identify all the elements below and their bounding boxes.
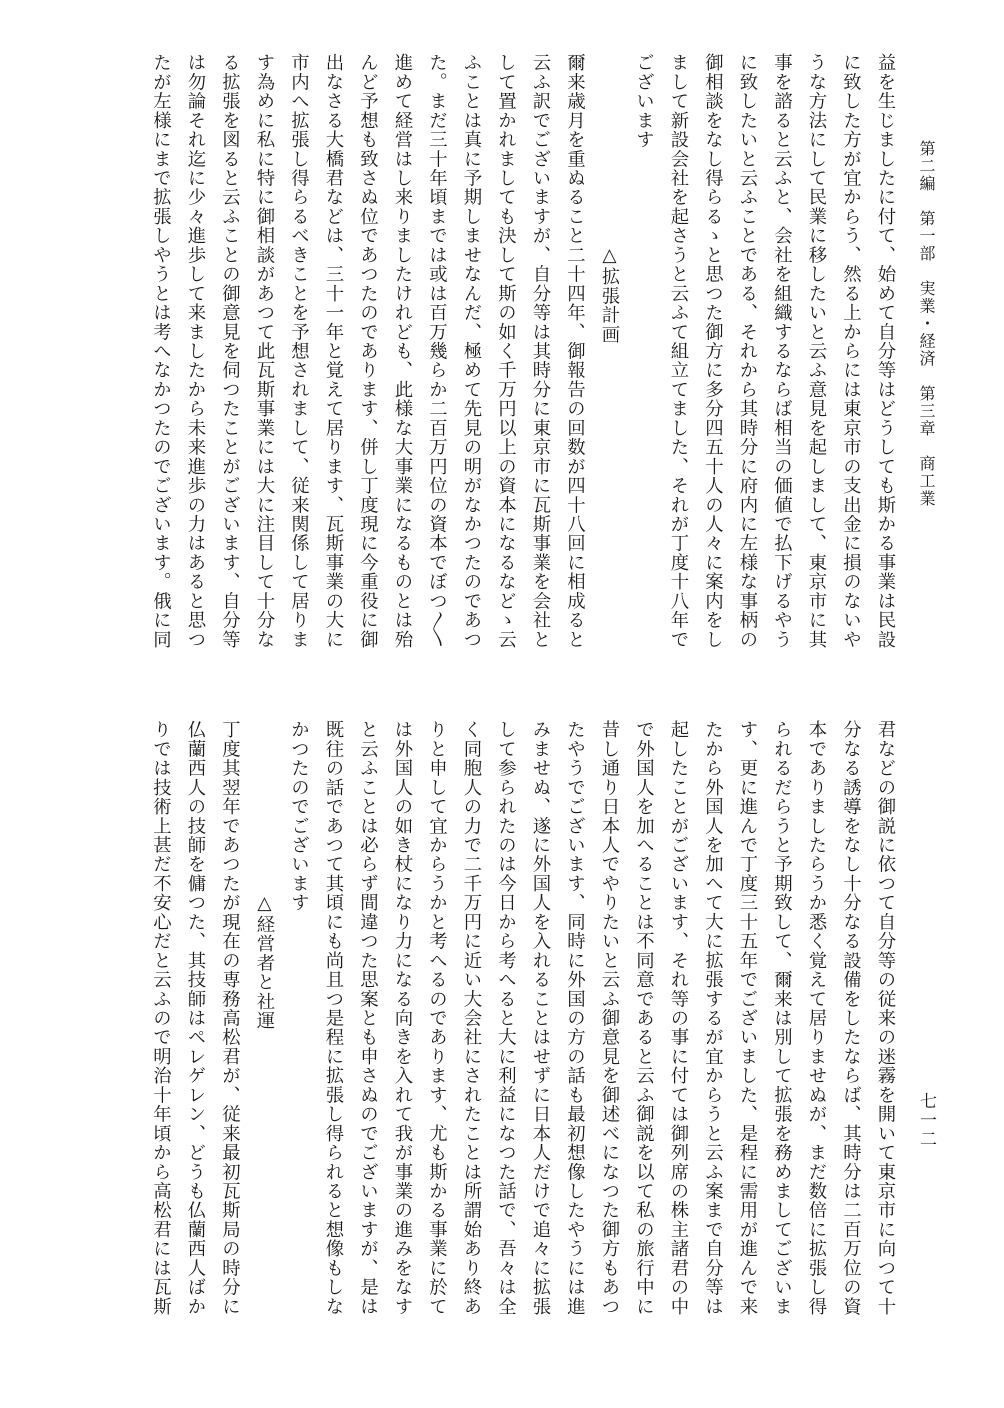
text-column: 既往の話であつて其頃にも尚且つ是程に拡張し得られると想像もしな <box>323 720 344 1316</box>
text-column: 丁度其翌年であつたが現在の専務高松君が、従来最初瓦斯局の時分に <box>219 720 241 1316</box>
text-column: たやうでございます、同時に外国の方の話も最初想像したやうには進 <box>564 720 586 1316</box>
text-column: ふことは真に予期しませなんだ、極めて先見の明がなかつたのであつ <box>461 53 482 649</box>
text-column: に致したいと云ふことである、それから其時分に府内に左様な事柄の <box>737 53 758 649</box>
section-heading-keieisha-to-shaun: △経営者と社運 <box>254 720 275 1031</box>
text-column: 昔し通り日本人でやりたいと云ふ御意見を御述べになつた御方もあつ <box>599 720 620 1316</box>
text-column: は外国人の如き杖になり力になる向きを入れて我が事業の進みをなす <box>392 720 413 1316</box>
text-column: 本でありましたらうか悉く覚えて居りませぬが、まだ数倍に拡張し得 <box>806 720 827 1316</box>
text-column: る拡張を図ると云ふことの御意見を伺つたことがございます、自分等 <box>219 53 241 649</box>
text-column: たが左様にまで拡張しやうとは考へなかつたのでございます。俄に同 <box>150 53 172 649</box>
text-column: 君などの御説に依つて自分等の従来の迷霧を開いて東京市に向つて十 <box>875 720 896 1316</box>
upper-text-block <box>135 53 894 693</box>
text-column: で外国人を加へることは不同意であると云ふ御説を以て私の旅行中に <box>633 720 655 1316</box>
running-header: 第二編 第一部 実業・経済 第三章 商工業 <box>917 140 936 508</box>
text-column: ございます <box>633 53 655 150</box>
text-column: 云ふ訳でございますが、自分等は其時分に東京市に瓦斯事業を会社と <box>530 53 551 649</box>
text-column: は勿論それ迄に少々進歩して来ましたから未来進歩の力はあると思つ <box>185 53 206 649</box>
text-column: 御相談をなし得らるゝと思つた御方に多分四五十人の人々に案内をし <box>702 53 724 649</box>
text-column: うな方法にして民業に移したいと云ふ意見を起しまして、東京市に其 <box>806 53 827 649</box>
text-column: 事を諮ると云ふと、会社を組織するならば相当の価値で払下げるやう <box>771 53 793 649</box>
text-column: かつたのでございます <box>288 720 310 913</box>
text-column: みませぬ、遂に外国人を入れることはせずに日本人だけで追々に拡張 <box>530 720 551 1316</box>
text-column: して参られたのは今日から考へると大に利益になつた話で、吾々は全 <box>495 720 517 1316</box>
text-column: と云ふことは必らず間違つた思案とも申さぬのでございますが、是は <box>357 720 379 1316</box>
lower-text-block <box>135 720 894 1360</box>
text-column: く同胞人の力で二千万円に近い大会社にされたことは所謂始あり終あ <box>461 720 482 1316</box>
page-number: 七一二 <box>916 1092 936 1149</box>
text-column: 益を生じましたに付て、始めて自分等はどうしても斯かる事業は民設 <box>875 53 896 649</box>
text-column: んど予想も致さぬ位であつたのであります、併し丁度現に今重役に御 <box>357 53 379 649</box>
text-column: 仏蘭西人の技師を傭つた、其技師はペレゲレン、どうも仏蘭西人ばか <box>185 720 206 1316</box>
text-column: す、更に進んで丁度三十五年でございました、是程に需用が進んで来 <box>737 720 758 1316</box>
text-column: た。まだ三十年頃までは或は百万幾らか二百万円位の資本でぼつ〳〵 <box>426 53 448 648</box>
text-column: られるだらうと予期致して、爾来は別して拡張を務めましてございま <box>771 720 793 1316</box>
text-column: に致した方が宜からう、然る上からには東京市の支出金に損のないや <box>840 53 862 649</box>
text-column: りでは技術上甚だ不安心だと云ふので明治十年頃から高松君には瓦斯 <box>150 720 172 1316</box>
text-column: たから外国人を加へて大に拡張するが宜からうと云ふ案まで自分等は <box>702 720 724 1316</box>
section-heading-kakucho-keikaku: △拡張計画 <box>599 53 620 344</box>
text-column: 爾来歳月を重ぬること二十四年、御報告の回数が四十八回に相成ると <box>564 53 586 649</box>
text-column: 進めて経営はし来りましたけれども、此様な大事業になるものとは殆 <box>392 53 413 649</box>
text-column: まして新設会社を起さうと云ふて組立てました、それが丁度十八年で <box>668 53 689 649</box>
text-column: 起したことがございます、それ等の事に付ては御列席の株主諸君の中 <box>668 720 689 1316</box>
text-column: す為めに私に特に御相談があつて此瓦斯事業には大に注目して十分な <box>254 53 275 649</box>
text-column: 市内へ拡張し得らるべきことを予想されまして、従来関係して居りま <box>288 53 310 649</box>
text-column: 出なさる大橋君などは、三十一年と覚えて居ります、瓦斯事業の大に <box>323 53 344 649</box>
text-column: 分なる誘導をなし十分なる設備をしたならば、其時分は二百万位の資 <box>840 720 862 1316</box>
text-column: して置かれましても決して斯の如く千万円以上の資本になるなどゝ云 <box>495 53 517 649</box>
text-column: りと申して宜からうかと考へるのであります、尤も斯かる事業に於て <box>426 720 448 1316</box>
